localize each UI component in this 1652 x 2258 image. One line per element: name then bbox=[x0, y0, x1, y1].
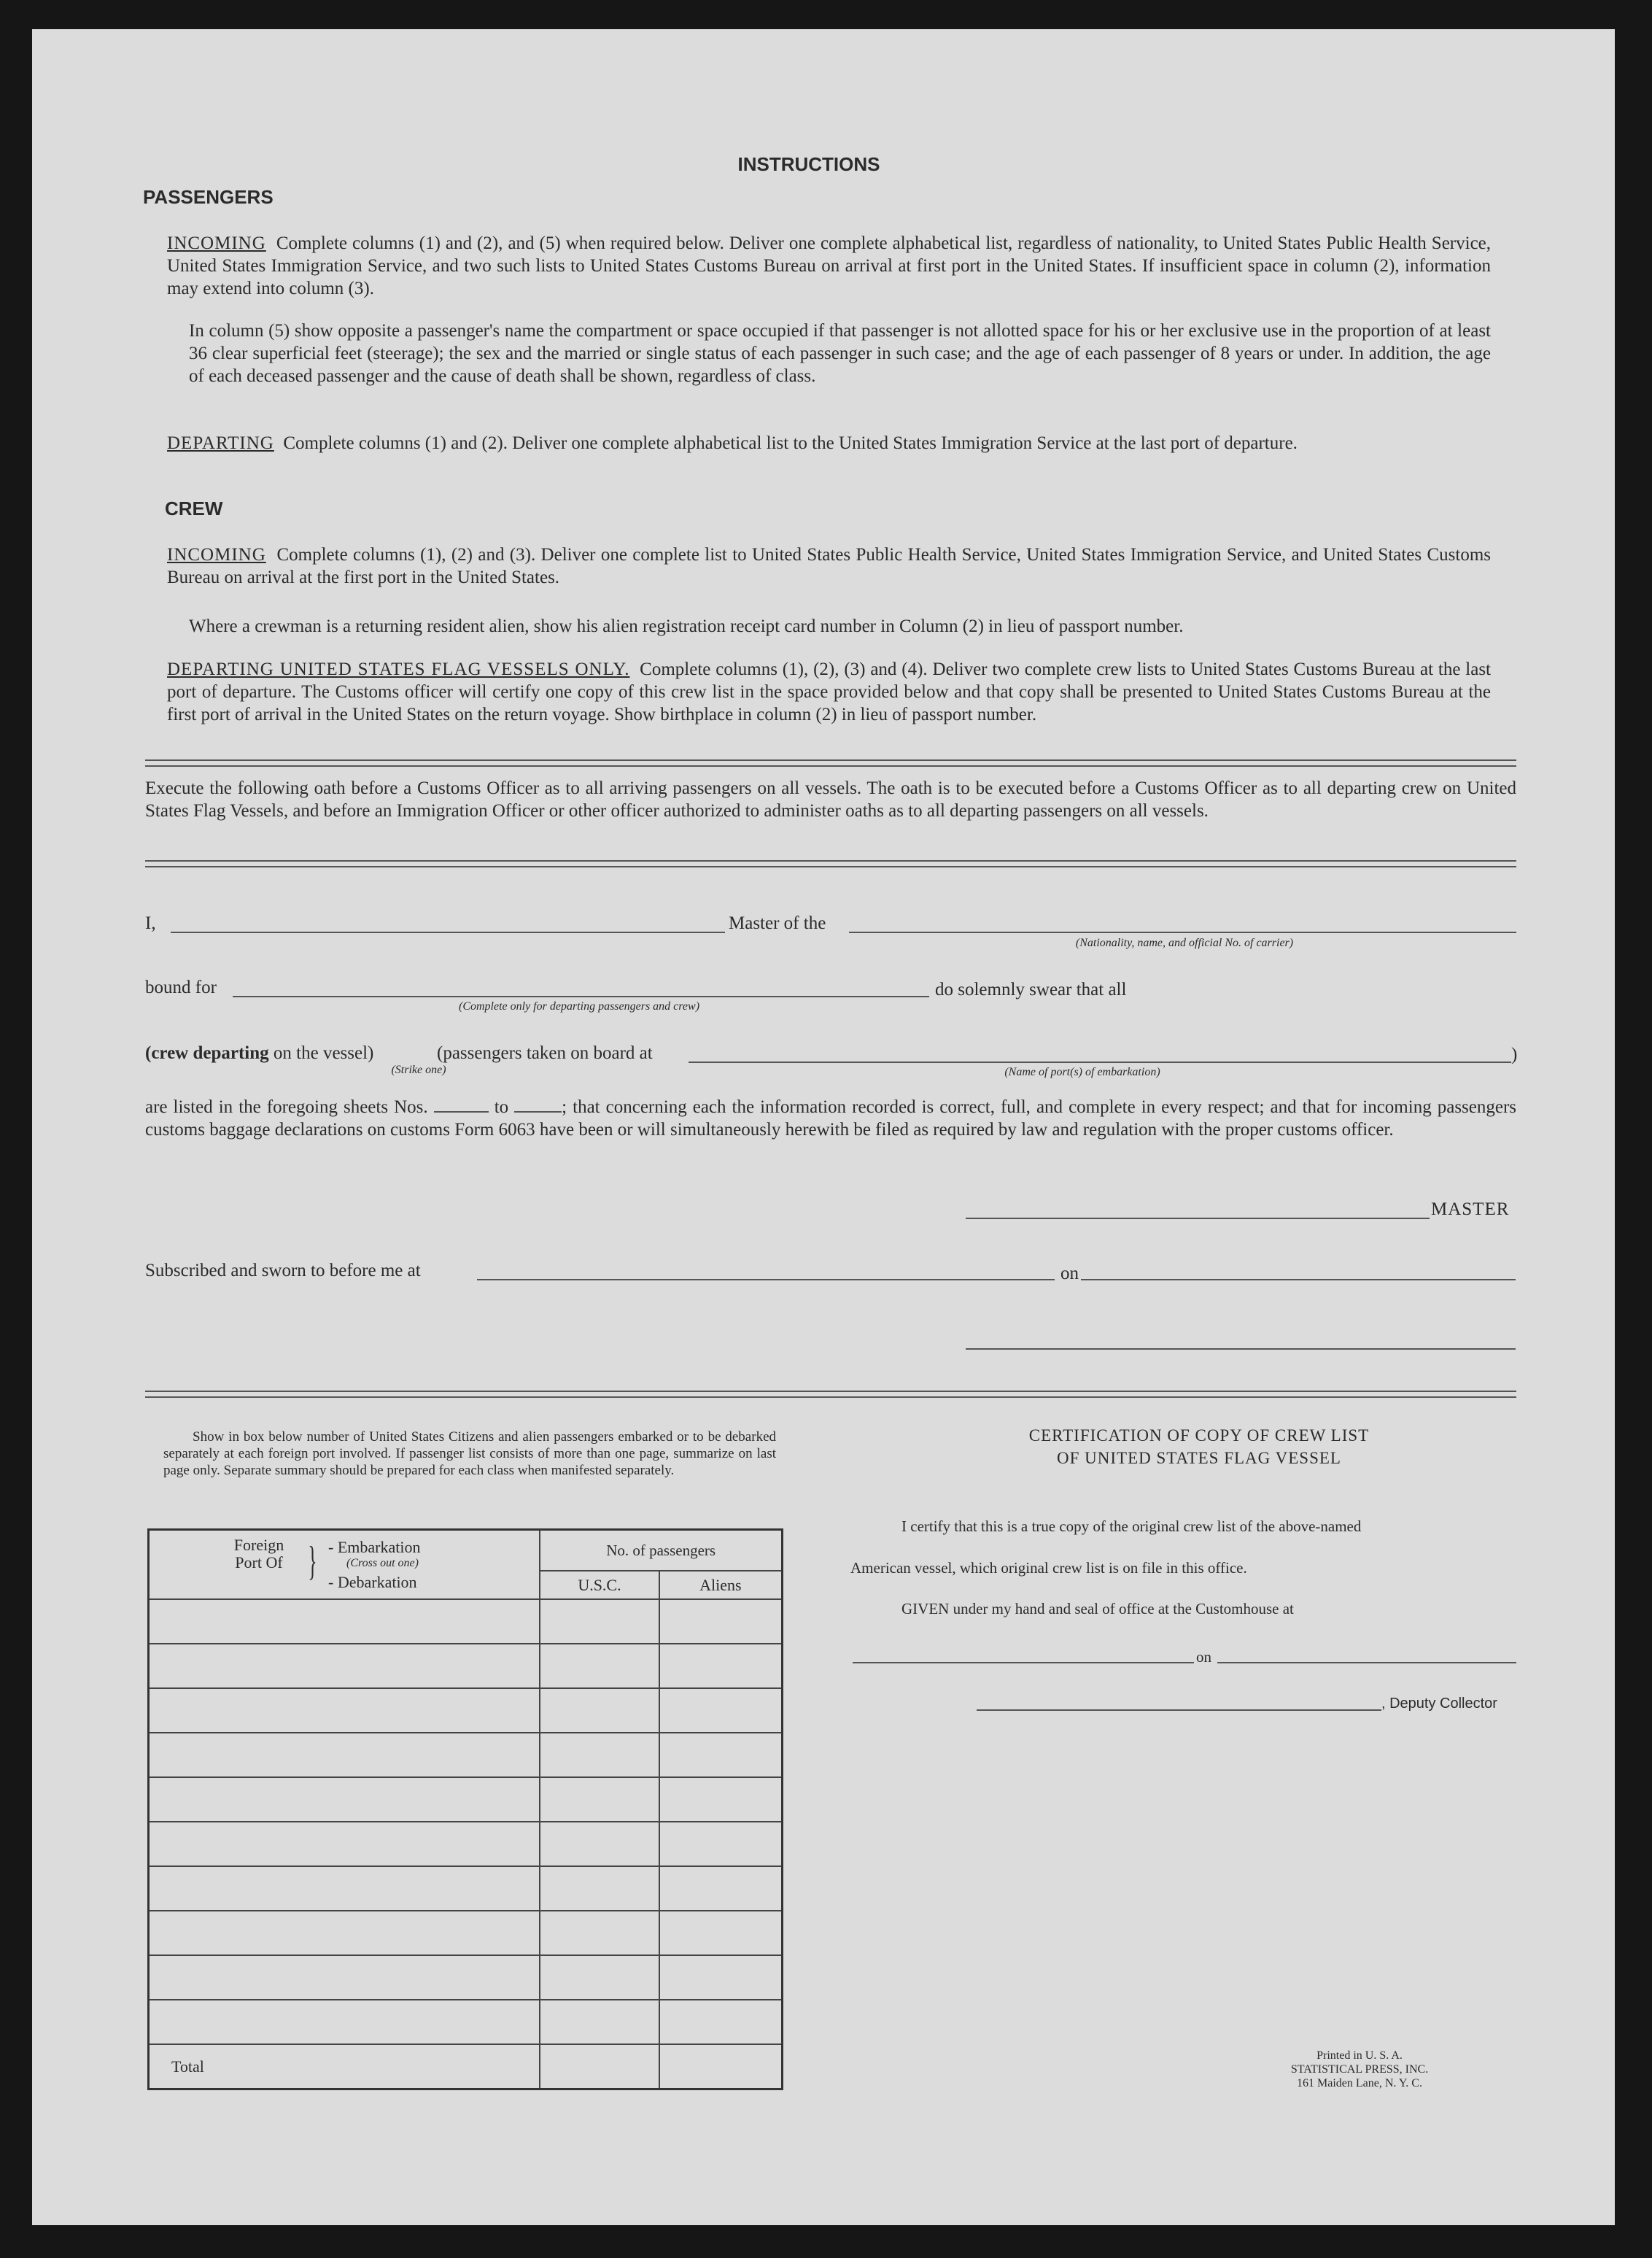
sheet-to-field[interactable] bbox=[514, 1098, 562, 1113]
customhouse-field[interactable] bbox=[853, 1662, 1194, 1663]
usc-cell[interactable] bbox=[540, 1644, 659, 1688]
passengers-taken-label[interactable]: (passengers taken on board at bbox=[437, 1043, 653, 1063]
carrier-field[interactable] bbox=[849, 932, 1516, 933]
usc-cell[interactable] bbox=[540, 1777, 659, 1822]
port-hint: (Name of port(s) of embarkation) bbox=[1004, 1066, 1160, 1078]
foreign-port-of-label: Foreign Port Of bbox=[233, 1536, 284, 1571]
swear-label: do solemnly swear that all bbox=[935, 980, 1127, 1000]
on-vessel-label: on the vessel) bbox=[273, 1043, 374, 1063]
port-cell[interactable] bbox=[149, 1822, 540, 1866]
usc-cell[interactable] bbox=[540, 1822, 659, 1866]
port-cell[interactable] bbox=[149, 1599, 540, 1644]
crew-departing-tag: DEPARTING UNITED STATES FLAG VESSELS ONLY. bbox=[167, 660, 630, 679]
cert-date-field[interactable] bbox=[1217, 1662, 1516, 1663]
aliens-cell[interactable] bbox=[659, 2000, 783, 2044]
bound-for-label: bound for bbox=[145, 978, 217, 997]
sworn-on-label: on bbox=[1060, 1264, 1079, 1283]
aliens-cell[interactable] bbox=[659, 1733, 783, 1777]
usc-cell[interactable] bbox=[540, 1911, 659, 1955]
master-signature-field[interactable] bbox=[966, 1218, 1430, 1219]
certification-text2: American vessel, which original crew list is on file in this office. bbox=[850, 1559, 1247, 1577]
sheets-to-label: to bbox=[494, 1097, 509, 1117]
sworn-place-field[interactable] bbox=[477, 1279, 1055, 1280]
bound-for-hint: (Complete only for departing passengers and crew) bbox=[458, 1000, 700, 1013]
embarkation-port-field[interactable] bbox=[689, 1062, 1511, 1063]
deputy-collector-label: , Deputy Collector bbox=[1381, 1696, 1497, 1712]
usc-cell[interactable] bbox=[540, 2000, 659, 2044]
brace-glyph: } bbox=[308, 1539, 317, 1584]
printer-line3: 161 Maiden Lane, N. Y. C. bbox=[1297, 2077, 1422, 2089]
crew-departing-paragraph bbox=[167, 658, 1491, 726]
printer-line1: Printed in U. S. A. bbox=[1316, 2049, 1403, 2062]
passengers-incoming-tag: INCOMING bbox=[167, 233, 266, 253]
passengers-departing-text: Complete columns (1) and (2). Deliver one complete alphabetical list to the United States Immigration Service at the last port of departure. bbox=[283, 433, 1298, 453]
bound-for-field[interactable] bbox=[233, 996, 929, 997]
aliens-cell[interactable] bbox=[659, 1644, 783, 1688]
passengers-departing-tag: DEPARTING bbox=[167, 433, 274, 453]
master-label: MASTER bbox=[1431, 1199, 1510, 1219]
usc-header: U.S.C. bbox=[540, 1571, 659, 1599]
crew-departing-label: (crew departing bbox=[145, 1043, 269, 1063]
printer-imprint bbox=[1243, 2049, 1476, 2090]
port-cell[interactable] bbox=[149, 1733, 540, 1777]
passengers-column5-paragraph: In column (5) show opposite a passenger's name the compartment or space occupied if that passenger is not allotted space for his or her exclusive use in the proportion of at least 36 clear superficial feet (steerage); the sex and the married or single status of each passenger in such case; and the age of each passenger of 8 years or under. In addition, the age of each deceased passenger and the cause of death shall be shown, regardless of class. bbox=[189, 321, 1491, 386]
usc-cell[interactable] bbox=[540, 1866, 659, 1911]
crew-heading: CREW bbox=[165, 498, 223, 519]
instructions-title: INSTRUCTIONS bbox=[737, 153, 880, 175]
sheets-after-text: ; that concerning each the information recorded is correct, full, and complete in every respect; and that for incoming passengers customs baggage declarations on customs Form 6063 have been or will simultaneously herewith be filed as required by law and regulation with the proper customs officer. bbox=[145, 1097, 1517, 1140]
passenger-summary-table bbox=[147, 1528, 783, 2090]
passengers-heading: PASSENGERS bbox=[143, 186, 274, 208]
strike-one-hint: (Strike one) bbox=[391, 1064, 446, 1076]
crew-departing-text: Complete columns (1), (2), (3) and (4). Deliver two complete crew lists to United States Customs Bureau at the last port of departure. The Customs officer will certify one copy of this crew list in the space provided below and that copy shall be presented to United States Customs Bureau at the first port of arrival in the United States on the return voyage. Show birthplace in column (2) in lieu of passport number. bbox=[167, 660, 1491, 724]
sheets-before-text: are listed in the foregoing sheets Nos. bbox=[145, 1097, 428, 1117]
usc-cell[interactable] bbox=[540, 1688, 659, 1733]
deputy-signature-field[interactable] bbox=[977, 1709, 1381, 1711]
certification-text1: I certify that this is a true copy of the original crew list of the above-named bbox=[901, 1517, 1362, 1535]
aliens-cell[interactable] bbox=[659, 1688, 783, 1733]
aliens-cell[interactable] bbox=[659, 1822, 783, 1866]
port-cell[interactable] bbox=[149, 1866, 540, 1911]
port-cell[interactable] bbox=[149, 1777, 540, 1822]
crew-departing-option[interactable] bbox=[145, 1043, 373, 1064]
usc-total-cell[interactable] bbox=[540, 2044, 659, 2089]
debarkation-label[interactable]: - Debarkation bbox=[328, 1573, 417, 1591]
port-cell[interactable] bbox=[149, 1955, 540, 2000]
cross-out-hint: (Cross out one) bbox=[346, 1557, 419, 1569]
certification-title bbox=[878, 1424, 1520, 1469]
usc-cell[interactable] bbox=[540, 1733, 659, 1777]
usc-cell[interactable] bbox=[540, 1599, 659, 1644]
oath-i-label: I, bbox=[145, 913, 156, 933]
certification-title-line2: OF UNITED STATES FLAG VESSEL bbox=[1057, 1449, 1341, 1467]
close-paren: ) bbox=[1511, 1045, 1518, 1064]
sworn-date-field[interactable] bbox=[1081, 1279, 1516, 1280]
officer-signature-field[interactable] bbox=[966, 1348, 1516, 1350]
num-passengers-header: No. of passengers bbox=[540, 1530, 782, 1571]
crew-incoming-text: Complete columns (1), (2) and (3). Deliver one complete list to United States Public Health Service, United States Immigration Service, and United States Customs Bureau on arrival at the first port in the United States. bbox=[167, 545, 1492, 587]
aliens-header: Aliens bbox=[659, 1571, 783, 1599]
printer-line2: STATISTICAL PRESS, INC. bbox=[1290, 2063, 1429, 2076]
embarkation-label[interactable]: - Embarkation bbox=[328, 1538, 421, 1556]
total-label: Total bbox=[149, 2044, 540, 2089]
cert-on-label: on bbox=[1196, 1648, 1211, 1666]
aliens-cell[interactable] bbox=[659, 1866, 783, 1911]
aliens-cell[interactable] bbox=[659, 1955, 783, 2000]
master-of-label: Master of the bbox=[729, 913, 826, 933]
carrier-hint: (Nationality, name, and official No. of carrier) bbox=[1075, 937, 1294, 949]
oath-intro-paragraph: Execute the following oath before a Customs Officer as to all arriving passengers on all vessels. The oath is to be executed before a Customs Officer as to all departing crew on United States Flag Vessels, and before an Immigration Officer or other officer authorized to administer oaths as to all departing passengers on all vessels. bbox=[145, 778, 1516, 821]
certification-title-line1: CERTIFICATION OF COPY OF CREW LIST bbox=[1028, 1426, 1370, 1445]
port-cell[interactable] bbox=[149, 1688, 540, 1733]
divider-double bbox=[145, 1391, 1516, 1398]
crew-incoming-paragraph bbox=[167, 544, 1491, 589]
certification-text3: GIVEN under my hand and seal of office at the Customhouse at bbox=[901, 1600, 1294, 1617]
port-cell[interactable] bbox=[149, 1911, 540, 1955]
passengers-incoming-text: Complete columns (1) and (2), and (5) when required below. Deliver one complete alphabetical list, regardless of nationality, to United States Public Health Service, United States Immigration Service, and two such lists to United States Customs Bureau on arrival at first port in the United States. If insufficient space in column (2), information may extend into column (3). bbox=[167, 233, 1492, 298]
master-name-field[interactable] bbox=[171, 932, 725, 933]
port-cell[interactable] bbox=[149, 1644, 540, 1688]
aliens-cell[interactable] bbox=[659, 1777, 783, 1822]
divider-double bbox=[145, 860, 1516, 867]
aliens-cell[interactable] bbox=[659, 1599, 783, 1644]
aliens-cell[interactable] bbox=[659, 1911, 783, 1955]
foreign-port-header bbox=[149, 1530, 540, 1600]
divider-double bbox=[145, 759, 1516, 767]
sheet-from-field[interactable] bbox=[434, 1098, 489, 1113]
crew-incoming-tag: INCOMING bbox=[167, 545, 266, 565]
passengers-incoming-paragraph bbox=[167, 232, 1491, 300]
sheets-paragraph bbox=[145, 1096, 1516, 1141]
port-cell[interactable] bbox=[149, 2000, 540, 2044]
aliens-total-cell[interactable] bbox=[659, 2044, 783, 2089]
crew-resident-paragraph: Where a crewman is a returning resident alien, show his alien registration receipt card number in Column (2) in lieu of passport number. bbox=[189, 616, 1184, 636]
form-sheet bbox=[32, 29, 1615, 2225]
subscribed-label: Subscribed and sworn to before me at bbox=[145, 1261, 421, 1280]
summary-intro-paragraph: Show in box below number of United States Citizens and alien passengers embarked or to be debarked separately at each foreign port involved. If passenger list consists of more than one page, summarize on last page only. Separate summary should be prepared for each class when manifested separately. bbox=[163, 1429, 776, 1478]
passengers-departing-paragraph bbox=[167, 432, 1491, 455]
usc-cell[interactable] bbox=[540, 1955, 659, 2000]
